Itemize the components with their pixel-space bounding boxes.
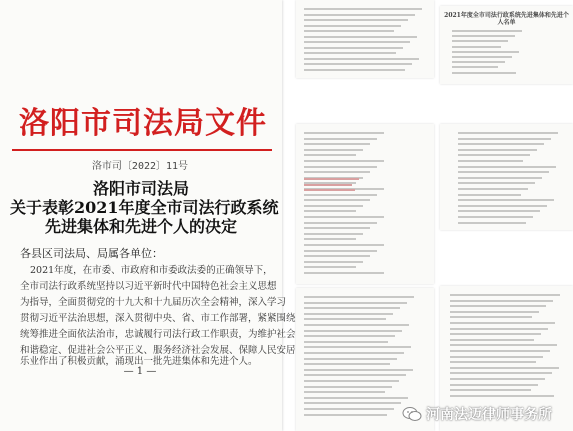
scanned-text-line [304, 194, 377, 196]
scanned-text-line [304, 19, 408, 21]
scanned-text-line [304, 272, 384, 274]
scanned-text-line [450, 378, 545, 380]
scanned-text-line [458, 216, 533, 218]
list-page-thumbnail [296, 0, 434, 78]
scanned-text-line [304, 41, 410, 43]
scanned-text-line [458, 210, 540, 212]
scanned-text-line [450, 322, 555, 324]
scanned-text-line [450, 316, 532, 318]
scanned-text-line [450, 350, 550, 352]
scanned-text-line [458, 132, 558, 134]
scanned-text-line [450, 333, 541, 335]
scanned-text-line [452, 72, 516, 74]
scanned-text-line [304, 391, 385, 393]
document-number: 洛市司〔2022〕11号 [91, 161, 189, 172]
scanned-text-line [458, 194, 521, 196]
body-text-line: 统筹推进全面依法治市，忠诚履行司法行政工作职责，为维护社会 [20, 329, 296, 340]
scanned-text-line [450, 311, 539, 313]
scanned-text-line [304, 227, 370, 229]
scanned-text-line [304, 374, 406, 376]
scanned-text-line [304, 14, 415, 16]
scanned-text-line [452, 51, 519, 53]
addressee-line: 各县区司法局、局属各单位： [20, 247, 163, 260]
scanned-text-line [304, 149, 363, 151]
scanned-text-line [304, 324, 409, 326]
scanned-text-line [450, 384, 538, 386]
body-text-line: 为指导，全面贯彻党的十九大和十九届历次全会精神，深入学习 [20, 297, 287, 308]
scanned-text-line [304, 307, 400, 309]
scanned-text-line [304, 408, 394, 410]
scanned-text-line [304, 358, 397, 360]
wechat-icon [402, 406, 422, 422]
scanned-text-line [304, 205, 363, 207]
scanned-text-line [304, 414, 387, 416]
scanned-text-line [458, 160, 523, 162]
scanned-text-line [304, 30, 394, 32]
scanned-text-line [304, 261, 363, 263]
scanned-text-line [304, 233, 363, 235]
scanned-text-line [304, 178, 359, 180]
scanned-text-line [452, 66, 498, 68]
scanned-text-line [304, 47, 403, 49]
scanned-text-line [458, 143, 544, 145]
scanned-text-line [450, 372, 552, 374]
scanned-text-line [458, 166, 556, 168]
scanned-text-line [304, 36, 417, 38]
scanned-text-line [452, 30, 522, 32]
scanned-text-line [304, 210, 356, 212]
scanned-text-line [304, 143, 370, 145]
scanned-text-line [304, 222, 377, 224]
scanned-text-line [304, 184, 352, 186]
scanned-text-line [450, 305, 546, 307]
scanned-text-line [452, 56, 512, 58]
scanned-text-line [304, 199, 370, 201]
scanned-text-line [304, 363, 390, 365]
scanned-text-line [304, 341, 388, 343]
scanned-text-line [458, 154, 530, 156]
scanned-text-line [304, 352, 404, 354]
scanned-text-line [450, 361, 536, 363]
scanned-text-line [458, 149, 537, 151]
scanned-text-line [450, 300, 553, 302]
watermark [402, 402, 552, 426]
scanned-text-line [304, 402, 401, 404]
scanned-text-line [304, 244, 384, 246]
decision-title-line-1: 洛阳市司法局 [92, 179, 189, 198]
watermark-text: 河南法迈律师事务所 [426, 407, 552, 423]
scanned-text-line [304, 318, 386, 320]
scanned-text-line [458, 199, 554, 201]
scanned-text-line [450, 294, 560, 296]
scanned-text-line [304, 335, 395, 337]
scanned-text-line [304, 58, 419, 60]
scanned-text-line [450, 395, 554, 397]
scanned-text-line [304, 166, 377, 168]
body-text-line: 和谐稳定、促进社会公平正义、服务经济社会发展、保障人民安居 [20, 345, 296, 356]
scanned-text-line [450, 344, 557, 346]
scanned-text-line [458, 171, 549, 173]
scanned-text-line [304, 386, 392, 388]
scanned-text-line [304, 296, 414, 298]
scanned-text-line [304, 160, 384, 162]
page-number: — 1 — [123, 366, 157, 377]
body-text-line: 2021年度，在市委、市政府和市委政法委的正确领导下， [30, 265, 273, 276]
scanned-text-line [304, 302, 407, 304]
scanned-text-line [304, 255, 370, 257]
scanned-text-line [452, 46, 501, 48]
scanned-text-line [450, 328, 548, 330]
scanned-text-line [304, 250, 377, 252]
body-text-line: 贯彻习近平法治思想，深入贯彻中央、省、市工作部署，紧紧围绕 [20, 313, 296, 324]
scanned-text-line [304, 216, 384, 218]
scanned-text-line [304, 25, 401, 27]
body-text-line: 乐业作出了积极贡献，涌现出一批先进集体和先进个人。 [20, 356, 258, 367]
scanned-text-line [450, 356, 543, 358]
scanned-text-line [304, 369, 413, 371]
scanned-text-line [304, 266, 356, 268]
scanned-text-line [304, 238, 356, 240]
decision-title-line-3: 先进集体和先进个人的决定 [44, 217, 237, 236]
scanned-text-line [304, 330, 402, 332]
scanned-text-line [450, 339, 534, 341]
scanned-text-line [450, 389, 531, 391]
scanned-text-line [304, 346, 411, 348]
scanned-text-line [452, 40, 508, 42]
scanned-text-line [304, 397, 408, 399]
body-text-line: 全市司法行政系统坚持以习近平新时代中国特色社会主义思想 [20, 281, 277, 292]
scanned-text-line [452, 61, 505, 63]
list-page-header: 2021年度全市司法行政系统先进集体和先进个人名单 [444, 12, 569, 27]
scanned-text-line [304, 380, 399, 382]
scanned-text-line [304, 189, 355, 191]
scanned-text-line [304, 154, 356, 156]
document-header-title: 洛阳市司法局文件 [19, 106, 267, 141]
scanned-text-line [304, 8, 422, 10]
decision-title-line-2: 关于表彰2021年度全市司法行政系统 [10, 198, 279, 217]
scanned-text-line [304, 171, 370, 173]
scanned-text-line [458, 222, 526, 224]
scanned-text-line [304, 313, 393, 315]
scanned-text-line [452, 35, 515, 37]
scanned-text-line [304, 138, 377, 140]
scanned-text-line [458, 188, 528, 190]
scanned-text-line [304, 63, 412, 65]
red-divider [12, 149, 272, 151]
scanned-text-line [450, 367, 559, 369]
scanned-text-line [458, 177, 542, 179]
scanned-text-line [458, 182, 535, 184]
scanned-text-line [304, 132, 384, 134]
scanned-text-line [458, 205, 547, 207]
scanned-text-line [458, 138, 551, 140]
scanned-text-line [304, 69, 405, 71]
scanned-text-line [304, 52, 396, 54]
